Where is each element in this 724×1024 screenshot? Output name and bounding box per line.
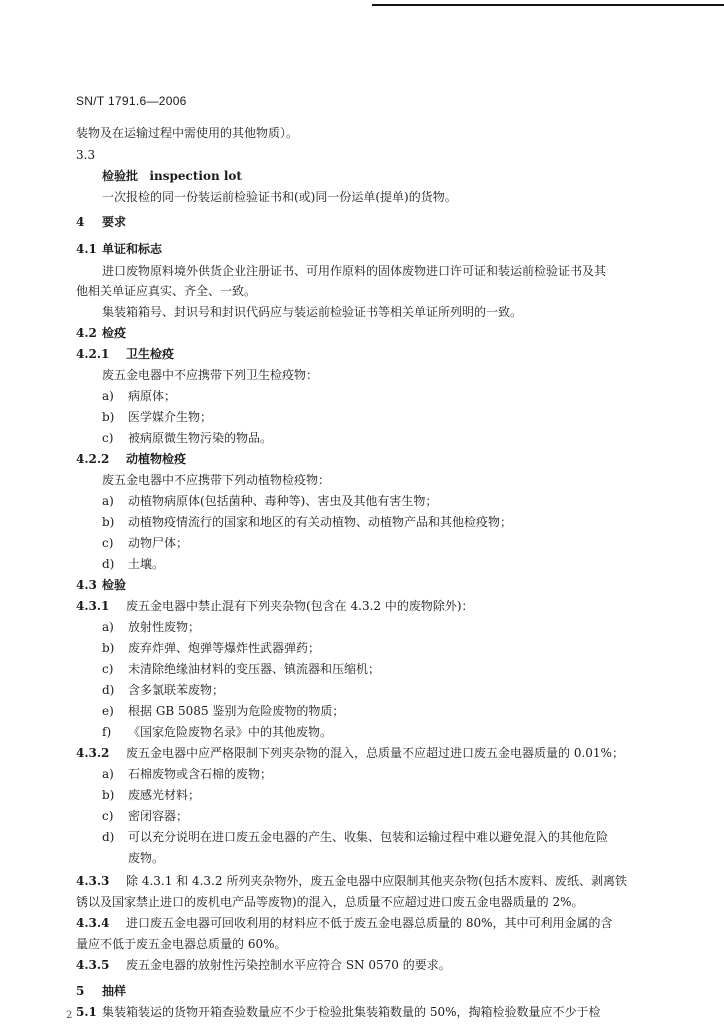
list-item: c) 未清除绝缘油材料的变压器、镇流器和压缩机； bbox=[102, 662, 381, 676]
list-item: d) 土壤。 bbox=[102, 557, 165, 571]
text-line: 装物及在运输过程中需使用的其他物质）。 bbox=[76, 126, 299, 140]
clause-4-3-4: 4.3.4 进口废五金电器可回收利用的材料应不低于废五金电器总质量的 80%，其中可利用金属的含 bbox=[76, 916, 613, 930]
list-item: a) 放射性废物； bbox=[102, 620, 201, 634]
heading-4-3 bbox=[76, 576, 126, 594]
term-line bbox=[102, 167, 242, 185]
list-item: b) 废弃炸弹、炮弹等爆炸性武器弹药； bbox=[102, 641, 321, 655]
list-item: f) 《国家危险废物名录》中的其他废物。 bbox=[102, 725, 333, 739]
heading-title: 动植物检疫 bbox=[126, 452, 187, 466]
heading-4 bbox=[76, 213, 126, 231]
heading-4-2 bbox=[76, 324, 126, 342]
text-line: 废五金电器中不应携带下列动植物检疫物： bbox=[102, 473, 331, 487]
top-rule bbox=[372, 4, 724, 6]
heading-number: 5 bbox=[76, 984, 85, 998]
heading-title: 抽样 bbox=[102, 984, 127, 998]
text-line: 一次报检的同一份装运前检验证书和(或)同一份运单(提单)的货物。 bbox=[102, 190, 457, 204]
heading-4-2-2 bbox=[76, 450, 186, 468]
term-zh: 检验批 bbox=[102, 169, 139, 183]
list-item: e) 根据 GB 5085 鉴别为危险废物的物质； bbox=[102, 704, 345, 718]
section-number: 3.3 bbox=[76, 148, 96, 162]
clause-4-3-2: 4.3.2 废五金电器中应严格限制下列夹杂物的混入，总质量不应超过进口废五金电器质量的 0.01%； bbox=[76, 746, 624, 760]
text-line: 集装箱箱号、封识号和封识代码应与装运前检验证书等相关单证所列明的一致。 bbox=[102, 305, 523, 319]
standard-code: SN/T 1791.6—2006 bbox=[76, 94, 187, 108]
text-line: 他相关单证应真实、齐全、一致。 bbox=[76, 284, 257, 298]
heading-number: 4.2.1 bbox=[76, 347, 110, 361]
list-item: b) 废感光材料； bbox=[102, 788, 201, 802]
clause-4-3-3: 4.3.3 除 4.3.1 和 4.3.2 所列夹杂物外，废五金电器中应限制其他夹杂物(包括木废料、废纸、剥离铁 bbox=[76, 874, 628, 888]
list-item: c) 被病原微生物污染的物品。 bbox=[102, 431, 273, 445]
list-item: d) 可以充分说明在进口废五金电器的产生、收集、包装和运输过程中难以避免混入的其他危险 bbox=[102, 830, 609, 844]
heading-4-1 bbox=[76, 240, 162, 258]
heading-number: 4.3 bbox=[76, 578, 97, 592]
list-item: c) 动物尸体； bbox=[102, 536, 189, 550]
list-item: b) 医学媒介生物； bbox=[102, 410, 213, 424]
list-item: a) 病原体； bbox=[102, 389, 177, 403]
list-item: d) 含多氯联苯废物； bbox=[102, 683, 225, 697]
term-en: inspection lot bbox=[149, 169, 242, 183]
heading-number: 4.2.2 bbox=[76, 452, 110, 466]
clause-4-3-5: 4.3.5 废五金电器的放射性污染控制水平应符合 SN 0570 的要求。 bbox=[76, 958, 451, 972]
list-item: b) 动植物疫情流行的国家和地区的有关动植物、动植物产品和其他检疫物； bbox=[102, 515, 513, 529]
list-item: c) 密闭容器； bbox=[102, 809, 189, 823]
page-number: 2 bbox=[66, 1010, 73, 1021]
text-line: 废五金电器中不应携带下列卫生检疫物： bbox=[102, 368, 319, 382]
clause-4-3-1: 4.3.1 废五金电器中禁止混有下列夹杂物(包含在 4.3.2 中的废物除外)： bbox=[76, 599, 474, 613]
text-line: 废物。 bbox=[128, 851, 165, 865]
heading-number: 4.2 bbox=[76, 326, 97, 340]
heading-number: 4 bbox=[76, 215, 85, 229]
list-item: a) 动植物病原体(包括菌种、毒种等)、害虫及其他有害生物； bbox=[102, 494, 438, 508]
heading-title: 检验 bbox=[102, 578, 127, 592]
heading-title: 卫生检疫 bbox=[126, 347, 175, 361]
text-line: 锈以及国家禁止进口的废机电产品等废物)的混入，总质量不应超过进口废五金电器质量的 2%。 bbox=[76, 895, 584, 909]
text-line: 进口废物原料境外供货企业注册证书、可用作原料的固体废物进口许可证和装运前检验证书及其 bbox=[102, 264, 607, 278]
heading-5 bbox=[76, 982, 126, 1000]
text-line: 量应不低于废五金电器总质量的 60%。 bbox=[76, 937, 287, 951]
list-item: a) 石棉废物或含石棉的废物； bbox=[102, 767, 273, 781]
clause-5-1: 5.1 集装箱装运的货物开箱查验数量应不少于检验批集装箱数量的 50%，掏箱检验数量应不少于检 bbox=[76, 1005, 601, 1019]
heading-title: 单证和标志 bbox=[102, 242, 163, 256]
heading-4-2-1 bbox=[76, 345, 174, 363]
heading-number: 4.1 bbox=[76, 242, 97, 256]
heading-title: 检疫 bbox=[102, 326, 127, 340]
heading-title: 要求 bbox=[102, 215, 127, 229]
